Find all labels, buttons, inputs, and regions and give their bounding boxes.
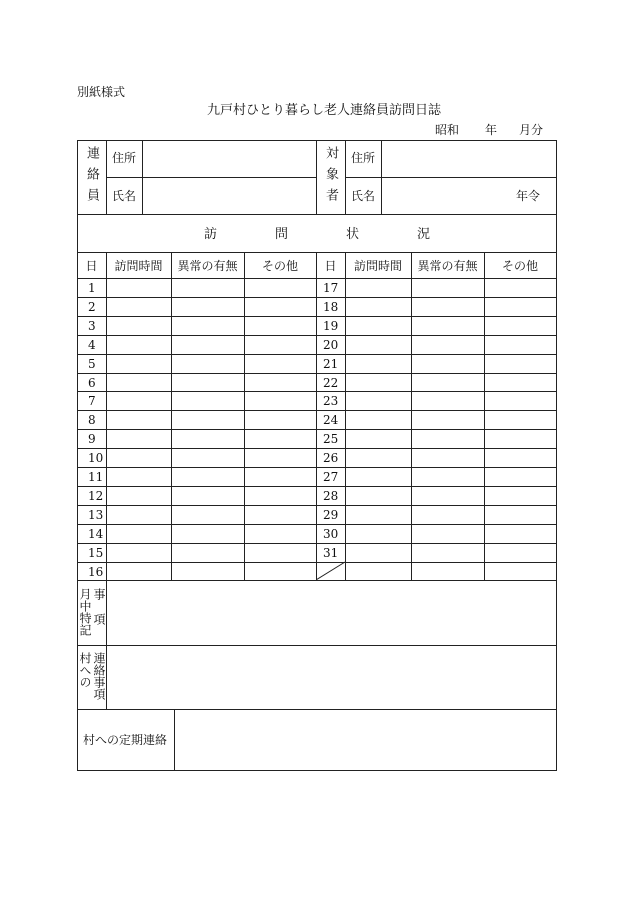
day-anomaly-cell[interactable] (412, 336, 484, 353)
day-visit-time-cell[interactable] (346, 525, 411, 542)
contact-address-field[interactable] (143, 141, 315, 176)
day-visit-time-cell[interactable] (346, 298, 411, 315)
day-other-cell[interactable] (245, 392, 316, 409)
day-visit-time-cell[interactable] (346, 430, 411, 447)
day-anomaly-cell[interactable] (172, 355, 244, 372)
day-anomaly-cell[interactable] (172, 374, 244, 391)
day-visit-time-cell[interactable] (107, 392, 171, 409)
day-visit-time-cell[interactable] (107, 506, 171, 523)
day-visit-time-cell[interactable] (346, 544, 411, 561)
day-visit-time-cell[interactable] (107, 544, 171, 561)
day-number: 1 (88, 281, 96, 295)
day-anomaly-cell[interactable] (172, 411, 244, 428)
day-other-cell[interactable] (245, 506, 316, 523)
day-number: 16 (88, 565, 104, 579)
day-visit-time-cell[interactable] (107, 525, 171, 542)
day-number: 12 (88, 489, 104, 503)
day-number: 27 (323, 470, 339, 484)
day-visit-time-cell[interactable] (346, 374, 411, 391)
day-other-cell[interactable] (485, 487, 556, 504)
date-month: 月分 (519, 123, 544, 137)
to-village-label-col2: 連絡事項 (92, 652, 106, 700)
day-anomaly-cell[interactable] (412, 487, 484, 504)
day-number: 8 (88, 413, 96, 427)
subject-address-label: 住所 (351, 151, 376, 165)
day-other-cell[interactable] (485, 449, 556, 466)
day-number: 17 (323, 281, 339, 295)
day-other-cell[interactable] (245, 374, 316, 391)
day-other-cell[interactable] (485, 392, 556, 409)
day-other-cell[interactable] (245, 430, 316, 447)
day-visit-time-cell[interactable] (107, 279, 171, 296)
subject-name-field[interactable] (382, 178, 502, 213)
day-visit-time-cell[interactable] (107, 468, 171, 485)
day-other-cell[interactable] (245, 317, 316, 334)
day-number: 4 (88, 338, 96, 352)
day-anomaly-cell[interactable] (172, 449, 244, 466)
monthly-special-label-col1: 月中特記 (78, 588, 92, 636)
day-number: 28 (323, 489, 339, 503)
day-anomaly-cell[interactable] (172, 317, 244, 334)
contact-name-field[interactable] (143, 178, 315, 213)
day-visit-time-cell[interactable] (107, 336, 171, 353)
form-label: 別紙様式 (77, 85, 126, 99)
day-visit-time-cell[interactable] (346, 279, 411, 296)
day-number: 13 (88, 508, 104, 522)
day-other-cell[interactable] (245, 468, 316, 485)
day-other-cell[interactable] (245, 525, 316, 542)
day-visit-time-cell[interactable] (346, 336, 411, 353)
day-number: 26 (323, 451, 339, 465)
day-anomaly-cell[interactable] (412, 355, 484, 372)
day-anomaly-cell[interactable] (412, 392, 484, 409)
day-number: 31 (323, 546, 339, 560)
day-number: 5 (88, 357, 96, 371)
day-other-cell[interactable] (245, 563, 316, 580)
day-visit-time-cell[interactable] (107, 298, 171, 315)
subject-age-label: 年令 (516, 189, 541, 203)
day-anomaly-cell[interactable] (172, 392, 244, 409)
visit-status-char-4: 況 (417, 227, 431, 242)
visit-status-char-3: 状 (346, 227, 360, 242)
day-other-cell[interactable] (485, 279, 556, 296)
day-anomaly-cell[interactable] (172, 525, 244, 542)
day-other-cell[interactable] (245, 449, 316, 466)
contact-address-label: 住所 (112, 151, 137, 165)
day-visit-time-cell[interactable] (107, 563, 171, 580)
day-number: 29 (323, 508, 339, 522)
day-anomaly-cell[interactable] (412, 544, 484, 561)
day-number: 19 (323, 319, 339, 333)
day-anomaly-cell[interactable] (172, 430, 244, 447)
day-anomaly-cell[interactable] (172, 487, 244, 504)
day-visit-time-cell[interactable] (346, 317, 411, 334)
day-visit-time-cell[interactable] (346, 487, 411, 504)
day-other-cell[interactable] (245, 298, 316, 315)
day-anomaly-cell[interactable] (412, 468, 484, 485)
day-visit-time-cell[interactable] (107, 355, 171, 372)
page-title: 九戸村ひとり暮らし老人連絡員訪問日誌 (207, 103, 442, 118)
day-visit-time-cell[interactable] (107, 449, 171, 466)
day-visit-time-cell[interactable] (346, 411, 411, 428)
day-number: 18 (323, 300, 339, 314)
day-other-cell[interactable] (245, 355, 316, 372)
day-other-cell[interactable] (485, 430, 556, 447)
day-visit-time-cell[interactable] (346, 506, 411, 523)
day-number: 30 (323, 527, 339, 541)
visit-status-char-1: 訪 (204, 227, 218, 242)
day-visit-time-cell[interactable] (107, 411, 171, 428)
periodic-contact-field[interactable] (175, 710, 555, 769)
monthly-special-label-col2: 事項 (92, 588, 106, 638)
to-village-label-col1: 村への (78, 652, 92, 688)
day-anomaly-cell[interactable] (172, 298, 244, 315)
day-other-cell[interactable] (245, 279, 316, 296)
col-header-anomaly-right: 異常の有無 (417, 259, 478, 273)
day-anomaly-cell[interactable] (412, 525, 484, 542)
day-number: 6 (88, 376, 96, 390)
day-anomaly-cell[interactable] (412, 279, 484, 296)
day-other-cell[interactable] (485, 355, 556, 372)
day-other-cell[interactable] (485, 298, 556, 315)
day-other-cell[interactable] (245, 487, 316, 504)
day-number: 9 (88, 432, 96, 446)
day-anomaly-cell[interactable] (172, 563, 244, 580)
day-number: 7 (88, 394, 96, 408)
periodic-contact-label: 村への定期連絡 (83, 733, 168, 747)
day-other-cell[interactable] (485, 411, 556, 428)
day-anomaly-cell[interactable] (412, 506, 484, 523)
day-anomaly-cell[interactable] (172, 279, 244, 296)
col-header-other-left: その他 (261, 259, 298, 273)
day-anomaly-cell[interactable] (412, 449, 484, 466)
day-anomaly-cell[interactable] (412, 411, 484, 428)
day-visit-time-cell[interactable] (107, 374, 171, 391)
day-other-cell[interactable] (485, 374, 556, 391)
day-anomaly-cell[interactable] (172, 468, 244, 485)
col-header-day-left: 日 (85, 259, 98, 273)
day-other-cell[interactable] (485, 468, 556, 485)
day-number: 25 (323, 432, 339, 446)
day-visit-time-cell[interactable] (107, 317, 171, 334)
day-number: 21 (323, 357, 339, 371)
day-visit-time-cell[interactable] (346, 449, 411, 466)
day-other-cell[interactable] (485, 544, 556, 561)
day-number: 3 (88, 319, 96, 333)
day-other-cell[interactable] (485, 317, 556, 334)
monthly-special-field[interactable] (107, 581, 555, 644)
day-other-cell[interactable] (485, 525, 556, 542)
visit-status-char-2: 問 (275, 227, 289, 242)
day-anomaly-cell[interactable] (172, 336, 244, 353)
day-visit-time-cell[interactable] (346, 355, 411, 372)
day-anomaly-cell[interactable] (412, 298, 484, 315)
day-number: 24 (323, 413, 339, 427)
day-number: 15 (88, 546, 104, 560)
day-number: 2 (88, 300, 96, 314)
contact-name-label: 氏名 (112, 189, 137, 203)
day-other-cell[interactable] (485, 506, 556, 523)
day-other-cell[interactable] (245, 336, 316, 353)
day-number: 10 (88, 451, 104, 465)
subject-header: 対象者 (323, 146, 338, 209)
day-other-cell[interactable] (245, 411, 316, 428)
day-number: 11 (88, 470, 104, 484)
day-anomaly-cell[interactable] (172, 506, 244, 523)
date-era: 昭和 (435, 123, 460, 137)
day-anomaly-cell[interactable] (172, 544, 244, 561)
col-header-anomaly-left: 異常の有無 (177, 259, 238, 273)
day-visit-time-cell[interactable] (346, 468, 411, 485)
day-visit-time-cell[interactable] (346, 392, 411, 409)
day-visit-time-cell[interactable] (107, 487, 171, 504)
day-other-cell[interactable] (245, 544, 316, 561)
day-number: 23 (323, 394, 339, 408)
col-header-visit-time-right: 訪問時間 (353, 259, 402, 273)
day-anomaly-cell[interactable] (412, 317, 484, 334)
day-number: 22 (323, 376, 339, 390)
col-header-other-right: その他 (501, 259, 538, 273)
col-header-visit-time-left: 訪問時間 (114, 259, 163, 273)
day-number: 14 (88, 527, 104, 541)
day-visit-time-cell[interactable] (107, 430, 171, 447)
subject-address-field[interactable] (382, 141, 555, 176)
day-other-cell[interactable] (485, 336, 556, 353)
col-header-day-right: 日 (324, 259, 337, 273)
subject-name-label: 氏名 (351, 189, 376, 203)
date-year: 年 (485, 123, 498, 137)
day-anomaly-cell[interactable] (412, 430, 484, 447)
to-village-field[interactable] (107, 646, 555, 708)
unused-cell-slash (316, 561, 346, 581)
contact-header: 連絡員 (84, 146, 99, 209)
day-anomaly-cell[interactable] (412, 374, 484, 391)
day-number: 20 (323, 338, 339, 352)
